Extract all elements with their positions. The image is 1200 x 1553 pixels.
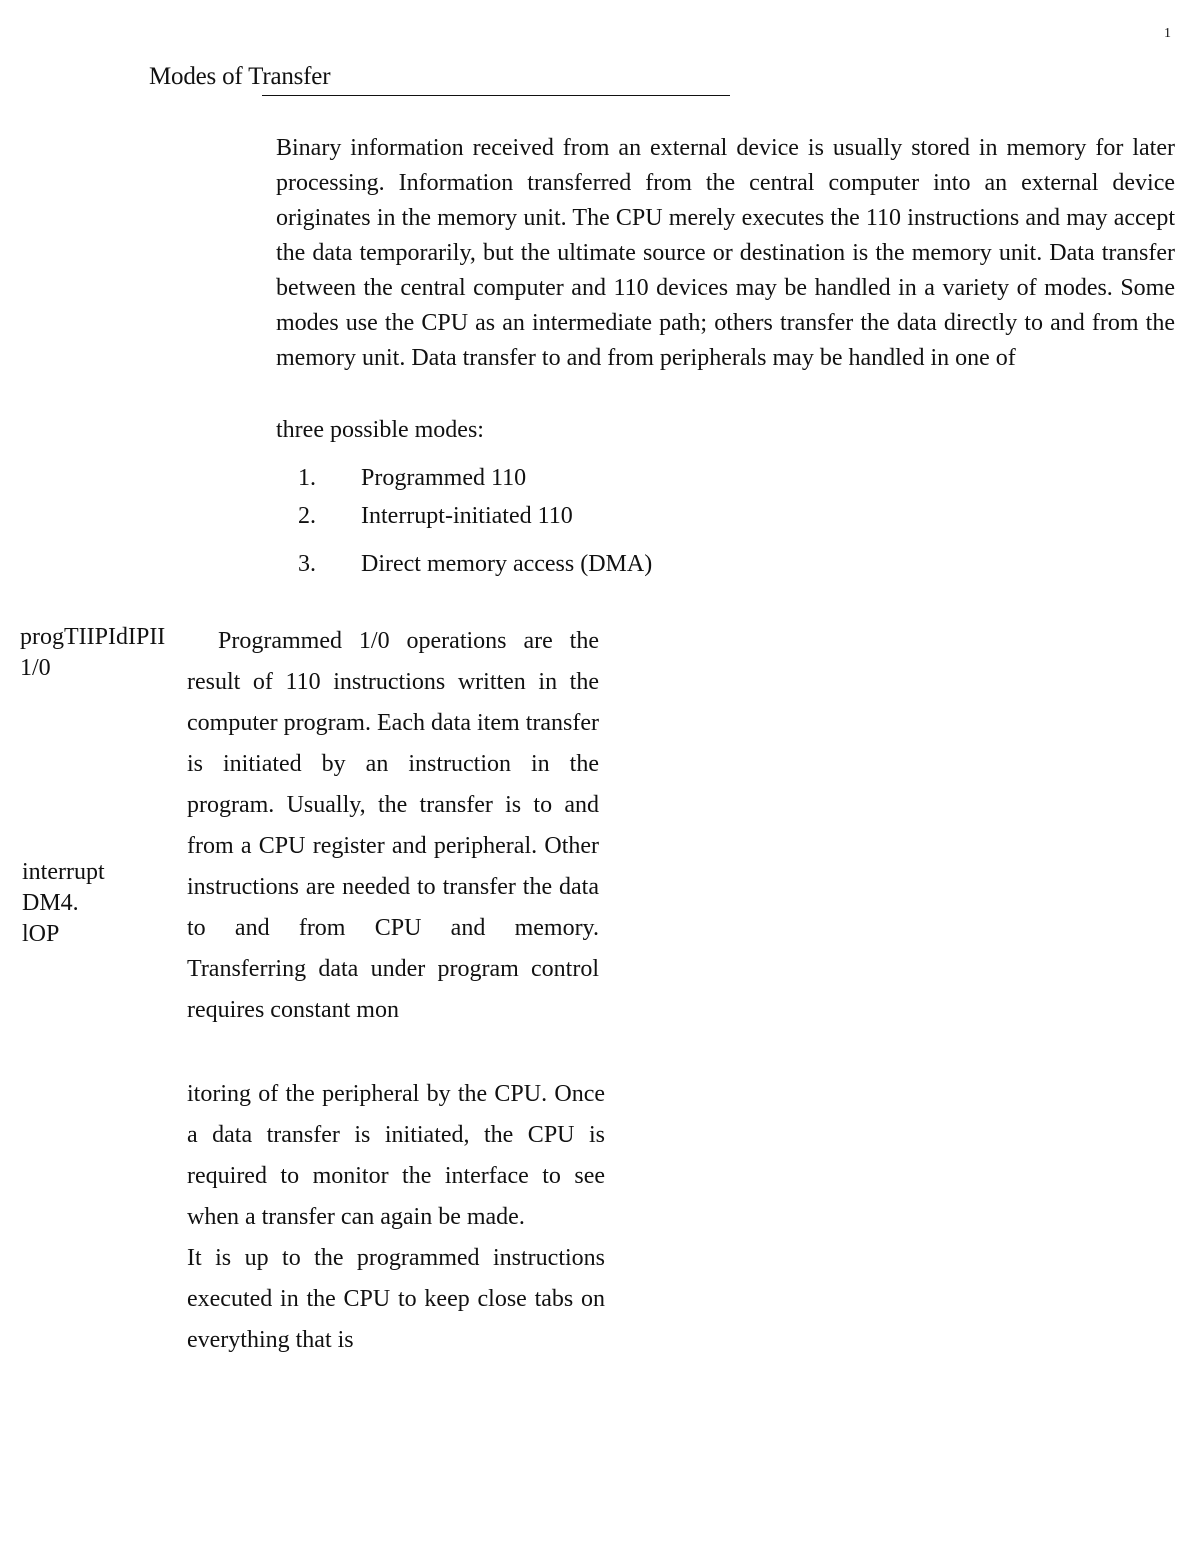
page-title: Modes of Transfer xyxy=(149,63,331,90)
intro-paragraph-tail: three possible modes: xyxy=(276,417,484,443)
list-item xyxy=(298,551,652,578)
list-item-number: 3. xyxy=(298,551,316,577)
list-item-label: Programmed 110 xyxy=(361,465,527,491)
list-item xyxy=(298,465,526,492)
list-item-label: Direct memory access (DMA) xyxy=(361,551,653,577)
margin-note: DM4. xyxy=(22,890,79,916)
margin-note: 1/0 xyxy=(20,655,51,681)
list-item xyxy=(298,503,573,530)
programmed-io-continuation xyxy=(187,1074,605,1361)
list-item-number: 1. xyxy=(298,465,316,491)
programmed-io-paragraph: Programmed 1/0 operations are the result of 110 instructions written in the computer program. Each data item transfer is initiated by an instruction in the program. Usually, the transfer is to and from a CPU register and peripheral. Other instructions are needed to transfer the data to and from CPU and memory. Transferring data under program control requires constant mon xyxy=(187,628,599,1023)
margin-notes-upper xyxy=(20,622,165,684)
margin-note: progTIIPIdIPII xyxy=(20,624,166,650)
margin-notes-lower xyxy=(22,857,105,950)
margin-note: interrupt xyxy=(22,859,105,885)
continuation-paragraph: It is up to the programmed instructions executed in the CPU to keep close tabs on everything that is xyxy=(187,1245,605,1353)
continuation-paragraph: itoring of the peripheral by the CPU. Once a data transfer is initiated, the CPU is required to monitor the interface to see when a transfer can again be made. xyxy=(187,1081,605,1230)
list-item-number: 2. xyxy=(298,503,316,529)
list-item-label: Interrupt-initiated 110 xyxy=(361,503,573,529)
margin-note: lOP xyxy=(22,921,60,947)
page-number: 1 xyxy=(1164,26,1171,41)
intro-paragraph: Binary information received from an external device is usually stored in memory for later processing. Information transferred from the central computer into an external device originates in the memory unit. The CPU merely executes the 110 instructions and may accept the data temporarily, but the ultimate source or destination is the memory unit. Data transfer between the central computer and 110 devices may be handled in a variety of modes. Some modes use the CPU as an intermediate path; others transfer the data directly to and from the memory unit. Data transfer to and from peripherals may be handled in one of xyxy=(276,135,1175,371)
title-underline xyxy=(262,95,730,96)
